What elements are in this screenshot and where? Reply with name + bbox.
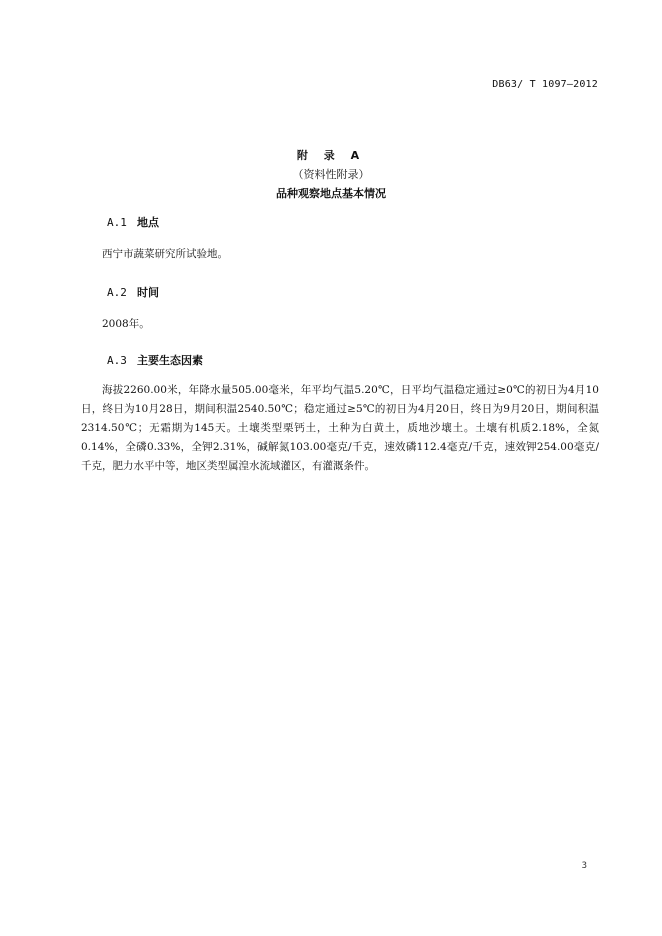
section-heading-a2 xyxy=(107,284,159,300)
appendix-nature: （资料性附录） xyxy=(292,168,370,181)
section-content-a2: 2008年。 xyxy=(102,318,150,330)
standard-code: DB63/ T 1097—2012 xyxy=(492,79,598,90)
section-content-a1: 西宁市蔬菜研究所试验地。 xyxy=(102,248,228,260)
section-number: A.3 xyxy=(107,354,127,367)
section-number: A.2 xyxy=(107,286,127,299)
appendix-title-block xyxy=(0,146,662,203)
appendix-title: 附 录 A xyxy=(296,149,366,162)
section-title: 主要生态因素 xyxy=(137,354,203,367)
section-content-a3: 海拔2260.00米，年降水量505.00毫米，年平均气温5.20℃，日平均气温稳定通过≥0℃的初日为4月10日，终日为10月28日，期间积温2540.50℃；稳定通过≥5℃的初日为4月20日，终日为9月20日，期间积温2314.50℃；无霜期为145天。土壤类型栗钙土，土种为白黄土，质地沙壤土。土壤有机质2.18%，全氮0.14%，全磷0.33%，全钾2.31%，碱解氮103.00毫克/千克，速效磷112.4毫克/千克，速效钾254.00毫克/千克，肥力水平中等，地区类型属湟水流域灌区，有灌溉条件。 xyxy=(81,384,599,472)
section-title: 地点 xyxy=(137,216,159,229)
appendix-subject: 品种观察地点基本情况 xyxy=(276,187,386,200)
section-number: A.1 xyxy=(107,216,127,229)
page-number: 3 xyxy=(581,861,587,871)
section-title: 时间 xyxy=(137,286,159,299)
section-heading-a3 xyxy=(107,352,203,368)
section-heading-a1 xyxy=(107,214,159,230)
